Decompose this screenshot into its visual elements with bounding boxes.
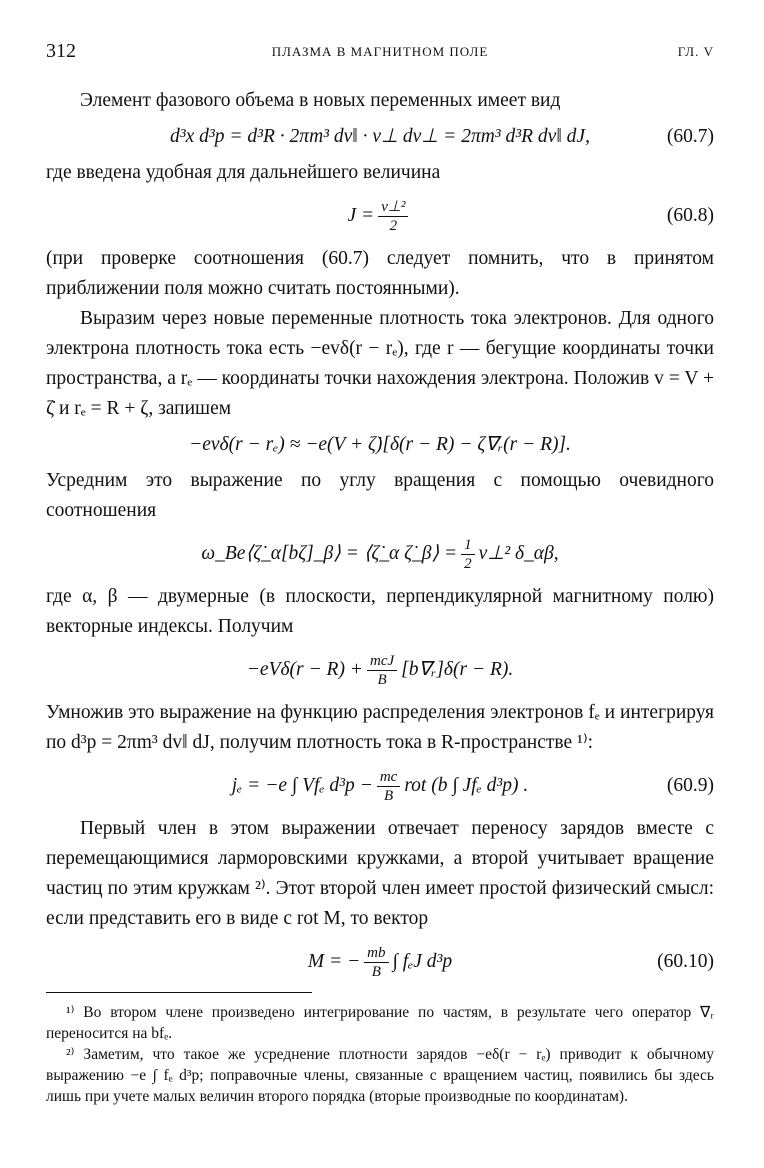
footnotes xyxy=(46,1002,714,1107)
page-number: 312 xyxy=(46,40,76,62)
page-header xyxy=(46,40,714,64)
fraction-numerator: mb xyxy=(364,944,388,963)
equation-60-10 xyxy=(46,934,714,990)
equation-averaging xyxy=(46,526,714,582)
equation-60-8 xyxy=(46,188,714,244)
paragraph-2: где введена удобная для дальнейшего величина xyxy=(46,162,441,183)
equation-averaging-rhs: v⊥² δ_αβ, xyxy=(478,543,559,564)
paragraph-7: Умножив это выражение на функцию распределения электронов fₑ и интегрируя по d³p = 2πm³ dv‖ dJ, получим плотность тока в R-пространстве ¹⁾: xyxy=(46,702,714,753)
equation-averaged-current-rhs: [b∇ᵣ]δ(r − R). xyxy=(401,659,514,680)
fraction-denominator: B xyxy=(371,963,381,980)
equation-averaging-lhs: ω_Be⟨ζ̇_α[bζ]_β⟩ = ⟨ζ̇_α ζ̇_β⟩ = xyxy=(201,543,458,564)
paragraph-6: где α, β — двумерные (в плоскости, перпендикулярной магнитному полю) векторные индексы. Получим xyxy=(46,586,714,637)
footnote-1: ¹⁾ Во втором члене произведено интегрирование по частям, в результате чего оператор ∇ᵣ переносится на bfₑ. xyxy=(46,1004,714,1042)
fraction-denominator: 2 xyxy=(389,217,398,234)
main-text xyxy=(46,86,714,990)
running-title: ПЛАЗМА В МАГНИТНОМ ПОЛЕ xyxy=(271,44,489,59)
fraction-numerator: 1 xyxy=(461,536,475,555)
paragraph-8: Первый член в этом выражении отвечает переносу зарядов вместе с перемещающимися ларморовскими кружками, а второй учитывает вращение частиц по этим кружкам ²⁾. Этот второй член имеет простой физический смысл: если представить его в виде c rot M, то вектор xyxy=(46,818,714,929)
fraction-numerator: mc xyxy=(377,768,401,787)
paragraph-4: Выразим через новые переменные плотность тока электронов. Для одного электрона плотность тока есть −evδ(r − rₑ), где r — бегущие координаты точки пространства, а rₑ — координаты точки нахождения электрона. Положив v = V + ζ̇ и rₑ = R + ζ, запишем xyxy=(46,308,714,419)
equation-60-8-fraction xyxy=(378,198,408,235)
equation-averaging-fraction xyxy=(461,536,475,573)
equation-averaged-current-fraction xyxy=(367,652,397,689)
equation-60-9-rhs: rot (b ∫ Jfₑ d³p) . xyxy=(404,775,529,796)
equation-60-8-tag: (60.8) xyxy=(666,205,714,226)
equation-60-9-tag: (60.9) xyxy=(666,775,714,796)
paragraph-1: Элемент фазового объема в новых переменных имеет вид xyxy=(80,90,561,111)
equation-current-single xyxy=(46,424,714,466)
footnote-rule xyxy=(46,992,312,993)
equation-60-7-tag: (60.7) xyxy=(666,126,714,147)
equation-current-single-body: −evδ(r − rₑ) ≈ −e(V + ζ̇)[δ(r − R) − ζ∇ᵣ(r − R)]. xyxy=(189,434,571,455)
paragraph-5: Усредним это выражение по углу вращения с помощью очевидного соотношения xyxy=(46,470,714,521)
equation-60-9 xyxy=(46,758,714,814)
fraction-denominator: B xyxy=(383,787,394,804)
fraction-numerator: mcJ xyxy=(367,652,397,671)
equation-60-10-lhs: M = − xyxy=(307,951,361,972)
footnote-2: ²⁾ Заметим, что такое же усреднение плотности зарядов −eδ(r − rₑ) приводит к обычному выражению −e ∫ fₑ d³p; поправочные члены, связанные с вращением частиц, появились бы здесь лишь при учете малых величин второго порядка (вторые производные по координатам). xyxy=(46,1046,714,1105)
equation-60-7 xyxy=(46,116,714,158)
equation-60-9-fraction xyxy=(377,768,401,805)
fraction-denominator: 2 xyxy=(464,555,472,572)
paragraph-3: (при проверке соотношения (60.7) следует помнить, что в принятом приближении поля можно считать постоянными). xyxy=(46,248,714,299)
equation-60-10-fraction xyxy=(364,944,388,981)
equation-60-7-body: d³x d³p = d³R · 2πm³ dv‖ · v⊥ dv⊥ = 2πm³ d³R dv‖ dJ, xyxy=(170,126,590,147)
fraction-denominator: B xyxy=(377,671,387,688)
equation-60-10-tag: (60.10) xyxy=(657,951,714,972)
equation-averaged-current xyxy=(46,642,714,698)
fraction-numerator: v⊥² xyxy=(378,198,408,217)
equation-60-9-lhs: jₑ = −e ∫ Vfₑ d³p − xyxy=(231,775,373,796)
chapter-label: ГЛ. V xyxy=(677,44,714,59)
equation-averaged-current-lhs: −eVδ(r − R) + xyxy=(246,659,363,680)
equation-60-8-lhs: J = xyxy=(347,205,375,226)
equation-60-10-rhs: ∫ fₑJ d³p xyxy=(392,951,453,972)
